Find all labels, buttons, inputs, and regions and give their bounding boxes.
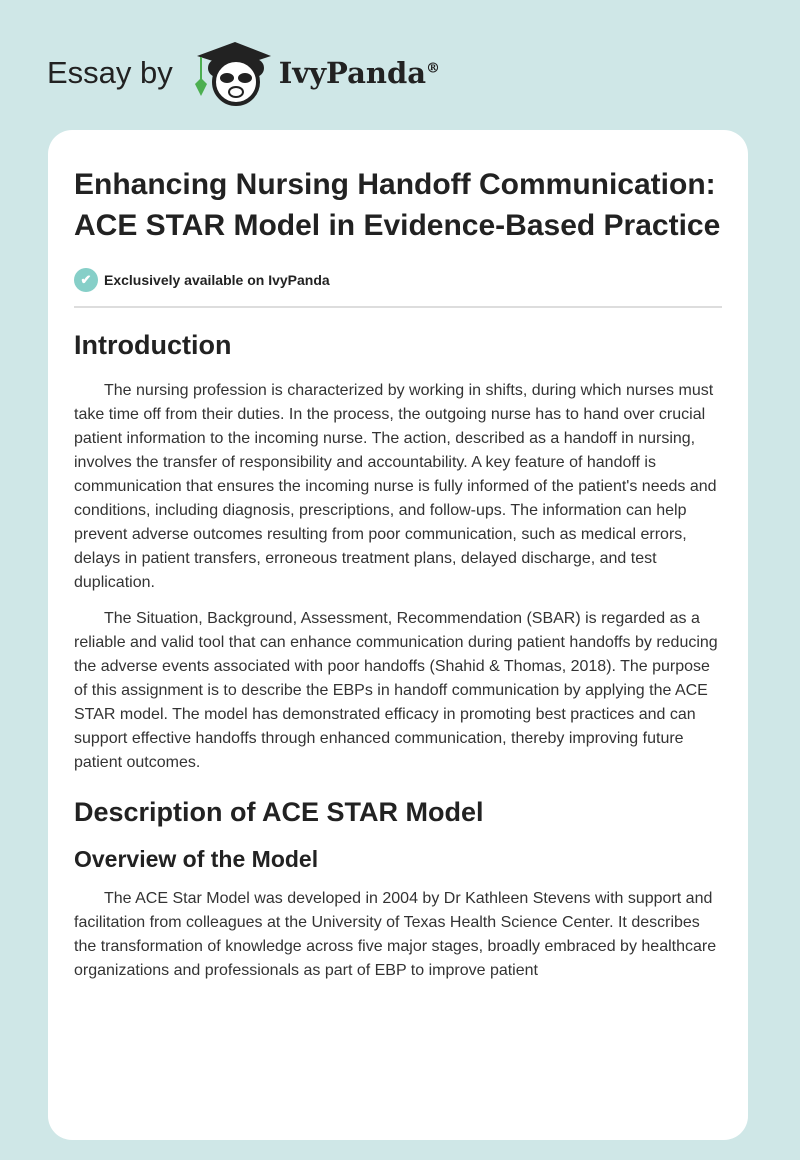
section-heading: Introduction	[74, 330, 232, 360]
paragraph: The ACE Star Model was developed in 2004 by Dr Kathleen Stevens with support and facilitation from colleagues at the University of Texas Health Science Center. It describes the transformation of knowledge across five major stages, broadly embraced by healthcare organizations and professionals as part of EBP to improve patient	[74, 890, 717, 979]
subsection-heading: Overview of the Model	[74, 846, 319, 872]
essay-by-label: Essay by	[47, 55, 173, 90]
check-icon: ✔	[74, 268, 98, 292]
essay-card	[48, 130, 748, 1140]
badge-label: Exclusively available on IvyPanda	[104, 272, 330, 288]
divider	[74, 306, 722, 308]
paragraph: The nursing profession is characterized by working in shifts, during which nurses must take time off from their duties. In the process, the outgoing nurse has to hand over crucial patient information to the incoming nurse. The action, described as a handoff in nursing, involves the transfer of responsibility and accountability. A key feature of handoff is communication that ensures the incoming nurse is fully informed of the patient's needs and conditions, including diagnosis, prescriptions, and follow-ups. The information can help prevent adverse outcomes resulting from poor communication, such as medical errors, delays in patient transfers, erroneous treatment plans, delayed discharge, and test duplication.	[74, 382, 717, 591]
panda-logo-icon[interactable]	[187, 38, 273, 108]
section-heading: Description of ACE STAR Model	[74, 797, 484, 827]
exclusive-badge	[74, 268, 722, 292]
page-title: Enhancing Nursing Handoff Communication: ACE STAR Model in Evidence-Based Practice	[74, 168, 721, 242]
paragraph: The Situation, Background, Assessment, Recommendation (SBAR) is regarded as a reliable and valid tool that can enhance communication during patient handoffs by reducing the adverse events associated with poor handoffs (Shahid & Thomas, 2018). The purpose of this assignment is to describe the EBPs in handoff communication by applying the ACE STAR model. The model has demonstrated efficacy in promoting best practices and can support effective handoffs through enhanced communication, thereby improving future patient outcomes.	[74, 610, 718, 771]
site-header	[47, 38, 440, 108]
brand-name[interactable]: IvyPanda®	[278, 56, 441, 90]
